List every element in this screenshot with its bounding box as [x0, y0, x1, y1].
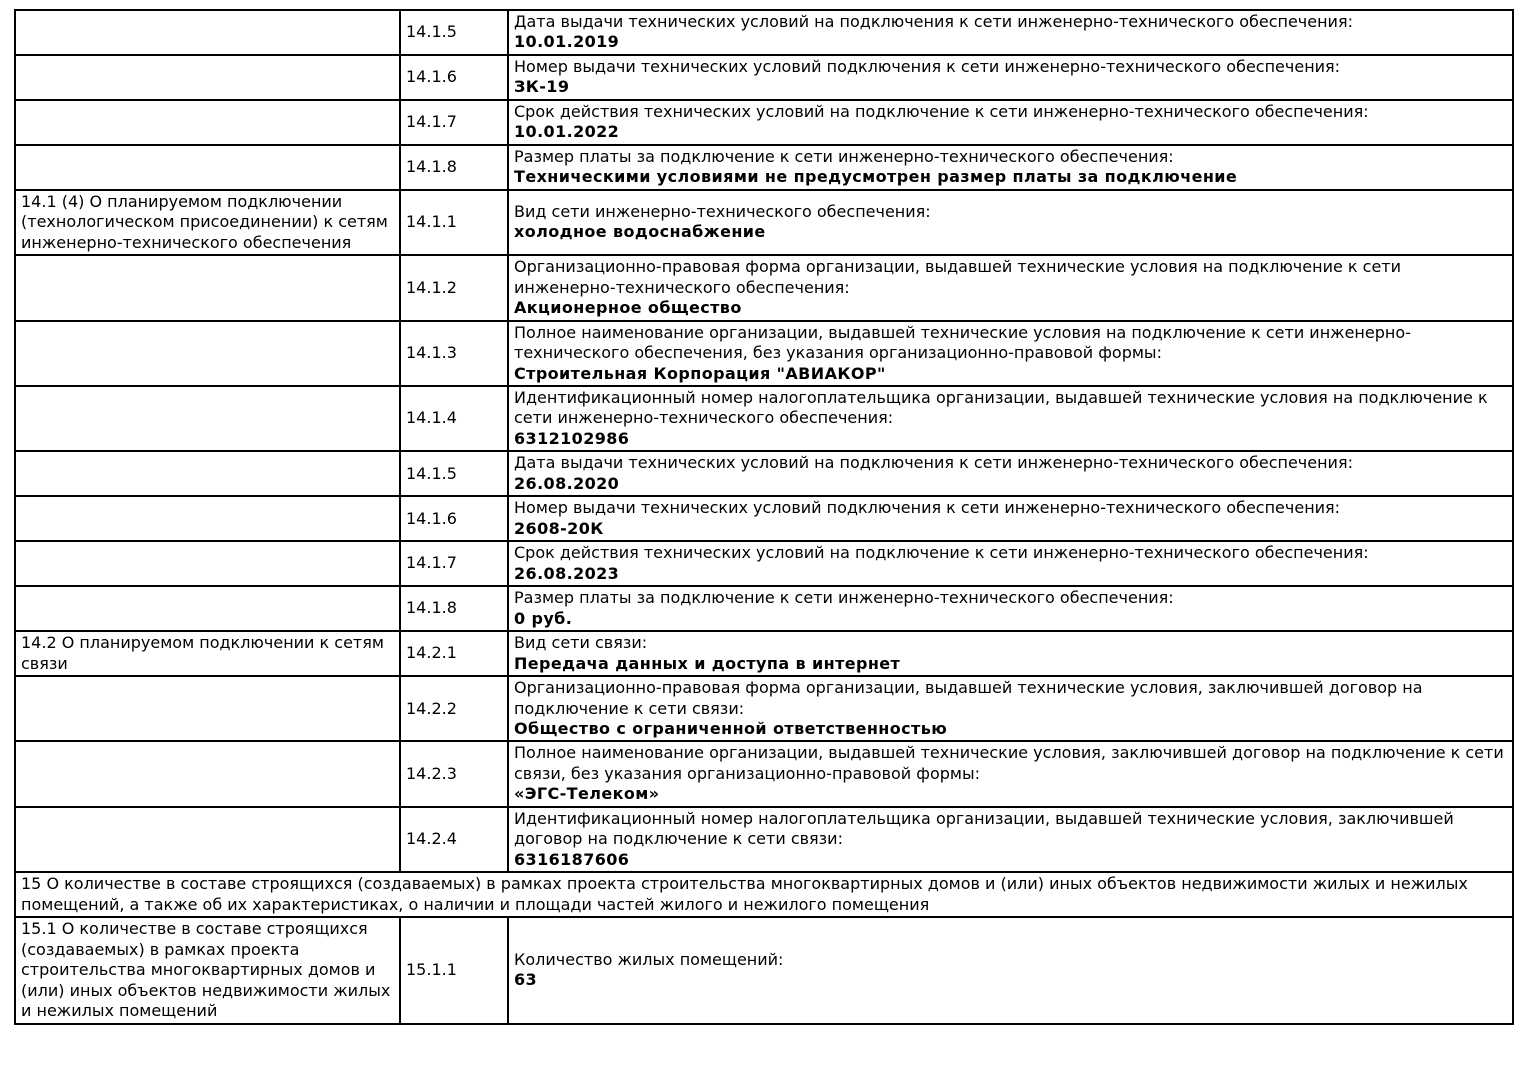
field-cell: [508, 676, 1513, 741]
field-cell: [508, 631, 1513, 676]
code-cell: 14.1.4: [400, 386, 508, 451]
code-cell: 14.1.6: [400, 55, 508, 100]
code-cell: 14.1.5: [400, 451, 508, 496]
code-cell: 14.1.7: [400, 541, 508, 586]
table-row: [15, 451, 1513, 496]
code-cell: 14.1.8: [400, 586, 508, 631]
table-row: [15, 807, 1513, 872]
field-value: Акционерное общество: [514, 298, 742, 318]
field-value: 10.01.2022: [514, 122, 620, 142]
section-cell: [15, 586, 400, 631]
code-cell: 14.2.2: [400, 676, 508, 741]
section-cell: [15, 451, 400, 496]
field-value: 10.01.2019: [514, 32, 620, 52]
code-cell: 14.1.8: [400, 145, 508, 190]
section-cell: [15, 145, 400, 190]
code-cell: 14.1.6: [400, 496, 508, 541]
section-cell: [15, 741, 400, 806]
code-cell: 15.1.1: [400, 917, 508, 1023]
field-value: 6312102986: [514, 428, 630, 448]
table-row: [15, 496, 1513, 541]
code-cell: 14.2.3: [400, 741, 508, 806]
field-value: 0 руб.: [514, 608, 573, 628]
table-row: [15, 741, 1513, 806]
section-cell: [15, 386, 400, 451]
field-cell: [508, 100, 1513, 145]
field-label: Организационно-правовая форма организации, выдавшей технические условия на подключение к сети инженерно-технического обеспечения:: [514, 257, 1401, 297]
section-cell: [15, 100, 400, 145]
field-label: Количество жилых помещений:: [514, 949, 784, 969]
section-cell: 14.2 О планируемом подключении к сетям связи: [15, 631, 400, 676]
table-row: [15, 321, 1513, 386]
field-label: Размер платы за подключение к сети инженерно-технического обеспечения:: [514, 146, 1174, 166]
field-value: Техническими условиями не предусмотрен размер платы за подключение: [514, 167, 1238, 187]
field-value: холодное водоснабжение: [514, 222, 766, 242]
table-row: [15, 386, 1513, 451]
field-label: Полное наименование организации, выдавшей технические условия, заключившей договор на подключение к сети связи, без указания организационно-правовой формы:: [514, 743, 1504, 783]
field-cell: [508, 255, 1513, 320]
field-label: Идентификационный номер налогоплательщика организации, выдавшей технические условия на подключение к сети инженерно-технического обеспечения:: [514, 387, 1488, 428]
field-cell: [508, 386, 1513, 451]
section-span-row: [15, 872, 1513, 917]
field-label: Идентификационный номер налогоплательщика организации, выдавшей технические условия, заключившей договор на подключение к сети связи:: [514, 808, 1454, 849]
field-value: Общество с ограниченной ответственностью: [514, 719, 948, 738]
field-value: 63: [514, 970, 538, 990]
field-label: Срок действия технических условий на подключение к сети инженерно-технического обеспечения:: [514, 101, 1369, 121]
code-cell: 14.1.5: [400, 10, 508, 55]
field-cell: [508, 807, 1513, 872]
field-label: Дата выдачи технических условий на подключения к сети инженерно-технического обеспечения:: [514, 453, 1353, 473]
project-declaration-table: [14, 9, 1514, 1025]
code-cell: 14.1.2: [400, 255, 508, 320]
table-row: [15, 190, 1513, 255]
field-cell: [508, 55, 1513, 100]
field-label: Вид сети связи:: [514, 633, 648, 653]
field-label: Дата выдачи технических условий на подключения к сети инженерно-технического обеспечения:: [514, 12, 1353, 31]
code-cell: 14.1.1: [400, 190, 508, 255]
field-label: Срок действия технических условий на подключение к сети инженерно-технического обеспечения:: [514, 543, 1369, 563]
section-cell: [15, 676, 400, 741]
declaration-table-body: [15, 10, 1513, 1024]
field-cell: [508, 321, 1513, 386]
field-label: Номер выдачи технических условий подключения к сети инженерно-технического обеспечения:: [514, 498, 1341, 518]
field-value: «ЭГС-Телеком»: [514, 784, 660, 804]
table-row: [15, 541, 1513, 586]
field-cell: [508, 586, 1513, 631]
field-value: 26.08.2023: [514, 563, 620, 583]
field-cell: [508, 10, 1513, 55]
section-cell: [15, 321, 400, 386]
code-cell: 14.1.7: [400, 100, 508, 145]
code-cell: 14.2.4: [400, 807, 508, 872]
field-cell: [508, 451, 1513, 496]
field-label: Полное наименование организации, выдавшей технические условия на подключение к сети инженерно-технического обеспечения, без указания организационно-правовой формы:: [514, 322, 1411, 363]
field-cell: [508, 190, 1513, 255]
section-cell: 15.1 О количестве в составе строящихся (создаваемых) в рамках проекта строительства многоквартирных домов и (или) иных объектов недвижимости жилых и нежилых помещений: [15, 917, 400, 1023]
field-value: ЗК-19: [514, 77, 570, 97]
table-row: [15, 917, 1513, 1023]
section-cell: 14.1 (4) О планируемом подключении (технологическом присоединении) к сетям инженерно-технического обеспечения: [15, 190, 400, 255]
field-cell: [508, 145, 1513, 190]
section-cell: [15, 255, 400, 320]
table-row: [15, 55, 1513, 100]
section-cell: [15, 10, 400, 55]
field-value: 26.08.2020: [514, 473, 620, 493]
field-label: Организационно-правовая форма организации, выдавшей технические условия, заключившей договор на подключение к сети связи:: [514, 678, 1423, 718]
section-header: 15 О количестве в составе строящихся (создаваемых) в рамках проекта строительства многоквартирных домов и (или) иных объектов недвижимости жилых и нежилых помещений, а также об их характеристиках, о наличии и площади частей жилого и нежилого помещения: [15, 872, 1513, 917]
table-row: [15, 100, 1513, 145]
code-cell: 14.2.1: [400, 631, 508, 676]
field-cell: [508, 917, 1513, 1023]
section-cell: [15, 55, 400, 100]
field-value: Строительная Корпорация "АВИАКОР": [514, 363, 886, 383]
field-cell: [508, 541, 1513, 586]
table-row: [15, 10, 1513, 55]
section-cell: [15, 541, 400, 586]
section-cell: [15, 496, 400, 541]
section-cell: [15, 807, 400, 872]
code-cell: 14.1.3: [400, 321, 508, 386]
field-value: 6316187606: [514, 849, 630, 869]
field-label: Номер выдачи технических условий подключения к сети инженерно-технического обеспечения:: [514, 56, 1341, 76]
table-row: [15, 676, 1513, 741]
table-row: [15, 586, 1513, 631]
table-row: [15, 631, 1513, 676]
field-value: Передача данных и доступа в интернет: [514, 653, 901, 673]
field-value: 2608-20К: [514, 518, 604, 538]
table-row: [15, 145, 1513, 190]
field-label: Вид сети инженерно-технического обеспечения:: [514, 201, 931, 221]
table-row: [15, 255, 1513, 320]
field-label: Размер платы за подключение к сети инженерно-технического обеспечения:: [514, 588, 1174, 608]
field-cell: [508, 496, 1513, 541]
field-cell: [508, 741, 1513, 806]
